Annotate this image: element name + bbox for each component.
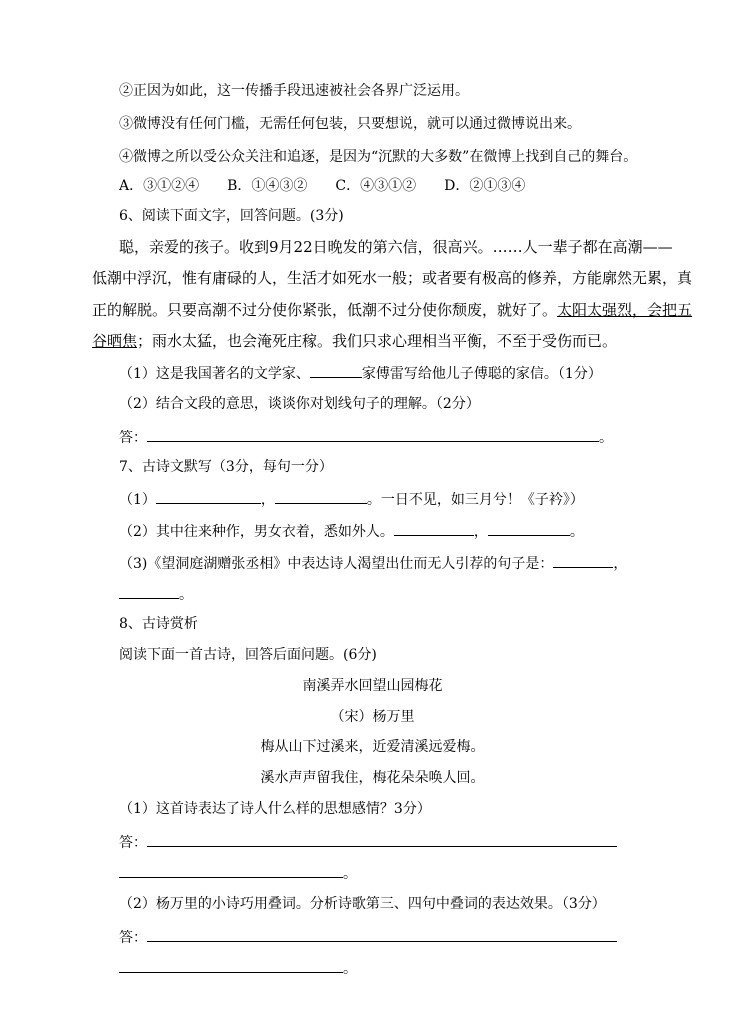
q6-underlined-sentence-end: 谷晒焦 — [92, 332, 138, 350]
q8-sub-2-answer-label: 答： — [119, 930, 147, 946]
q6-passage-line-2: 低潮中浮沉，惟有庸碌的人，生活才如死水一般；或者要有极高的修养，方能廓然无累，真 — [92, 269, 693, 287]
q6-answer-blank[interactable] — [147, 427, 599, 442]
q7-item-2-blank-a[interactable] — [394, 521, 474, 536]
q6-sub-1-suffix: 家傅雷写给他儿子傅聪的家信。（1分） — [361, 366, 602, 382]
q7-item-1 — [119, 489, 584, 509]
q7-heading: 7、古诗文默写（3分，每句一分） — [119, 459, 333, 475]
q6-answer-period: 。 — [599, 430, 613, 446]
q8-sub-2-answer-period: 。 — [343, 961, 357, 977]
q6-sub-1-blank[interactable] — [310, 363, 362, 378]
q7-item-2-period: 。 — [569, 524, 584, 540]
q8-sub-1-answer-blank[interactable] — [147, 832, 617, 847]
q6-heading: 6、阅读下面文字，回答问题。(3分) — [119, 208, 344, 224]
q6-passage-text-end: ；雨水太猛，也会淹死庄稼。我们只求心理相当平衡，不至于受伤而已。 — [137, 332, 618, 350]
q7-item-3 — [119, 553, 627, 573]
q7-item-1-text: 。一日不见，如三月兮！《子衿》） — [366, 492, 584, 508]
q6-passage-line-1: 聪，亲爱的孩子。收到9月22日晚发的第六信，很高兴。……人一辈子都在高潮—— — [119, 238, 673, 256]
q8-sub-2-answer-blank-2[interactable] — [119, 958, 343, 973]
q7-item-1-number: （1） — [119, 492, 156, 508]
q7-item-3-blank-b[interactable] — [119, 584, 179, 599]
q6-passage-line-3 — [92, 300, 692, 320]
poem-title: 南溪弄水回望山园梅花 — [302, 678, 443, 694]
q6-sub-2: （2）结合文段的意思，谈谈你对划线句子的理解。（2分） — [119, 396, 480, 412]
q6-passage-text: 正的解脱。只要高潮不过分使你紧张，低潮不过分使你颓废，就好了。 — [92, 301, 558, 319]
poem-line-1: 梅从山下过溪来，近爱清溪远爱梅。 — [260, 739, 485, 755]
q8-sub-1-answer-line-2 — [119, 863, 357, 883]
q8-sub-1-answer-blank-2[interactable] — [119, 863, 343, 878]
q7-item-1-blank-b[interactable] — [275, 489, 367, 504]
q8-sub-1: （1）这首诗表达了诗人什么样的思想感情？3分） — [119, 801, 431, 817]
q8-sub-2-answer-line-2 — [119, 958, 357, 978]
q8-intro: 阅读下面一首古诗，回答后面问题。(6分) — [119, 647, 377, 663]
q7-item-3-comma: ， — [613, 556, 628, 572]
option-3: ③微博没有任何门槛，无需任何包装，只要想说，就可以通过微博说出来。 — [119, 116, 581, 132]
q7-item-3-blank-a[interactable] — [553, 553, 613, 568]
q7-item-3-text: （3)《望洞庭湖赠张丞相》中表达诗人渴望出仕而无人引荐的句子是： — [119, 556, 554, 572]
q7-item-2-text: （2）其中往来种作，男女衣着，悉如外人。 — [119, 524, 394, 540]
q8-sub-2: （2）杨万里的小诗巧用叠词。分析诗歌第三、四句中叠词的表达效果。（3分） — [119, 896, 606, 912]
q7-item-1-comma: ， — [260, 492, 275, 508]
q6-underlined-sentence: 太阳太强烈，会把五 — [557, 301, 693, 319]
poem-line-2: 溪水声声留我住，梅花朵朵唤人回。 — [260, 770, 485, 786]
q6-answer-label: 答： — [119, 430, 147, 446]
q7-item-1-blank-a[interactable] — [156, 489, 261, 504]
q8-sub-1-answer-line — [119, 832, 617, 852]
poem-author: （宋）杨万里 — [330, 709, 415, 725]
q7-item-3-continued — [119, 584, 193, 604]
q6-sub-1-prefix: （1）这是我国著名的文学家、 — [119, 366, 310, 382]
q8-sub-1-answer-period: 。 — [343, 866, 357, 882]
q7-item-2-blank-b[interactable] — [488, 521, 570, 536]
option-2: ②正因为如此，这一传播手段迅速被社会各界广泛运用。 — [119, 83, 469, 99]
q8-sub-2-answer-blank[interactable] — [147, 927, 617, 942]
answer-choices: A．③①②④ B．①④③② C．④③①② D．②①③④ — [119, 178, 526, 194]
q7-item-3-period: 。 — [179, 587, 193, 603]
q8-sub-2-answer-line — [119, 927, 617, 947]
q6-sub-1 — [119, 363, 602, 383]
q6-answer-line — [119, 427, 613, 447]
q7-item-2 — [119, 521, 584, 541]
q6-passage-line-4 — [92, 331, 617, 351]
q8-heading: 8、古诗赏析 — [119, 616, 198, 632]
q8-sub-1-answer-label: 答： — [119, 835, 147, 851]
option-4: ④微博之所以受公众关注和追逐，是因为“沉默的大多数”在微博上找到自己的舞台。 — [119, 149, 638, 165]
q7-item-2-comma: ， — [473, 524, 488, 540]
